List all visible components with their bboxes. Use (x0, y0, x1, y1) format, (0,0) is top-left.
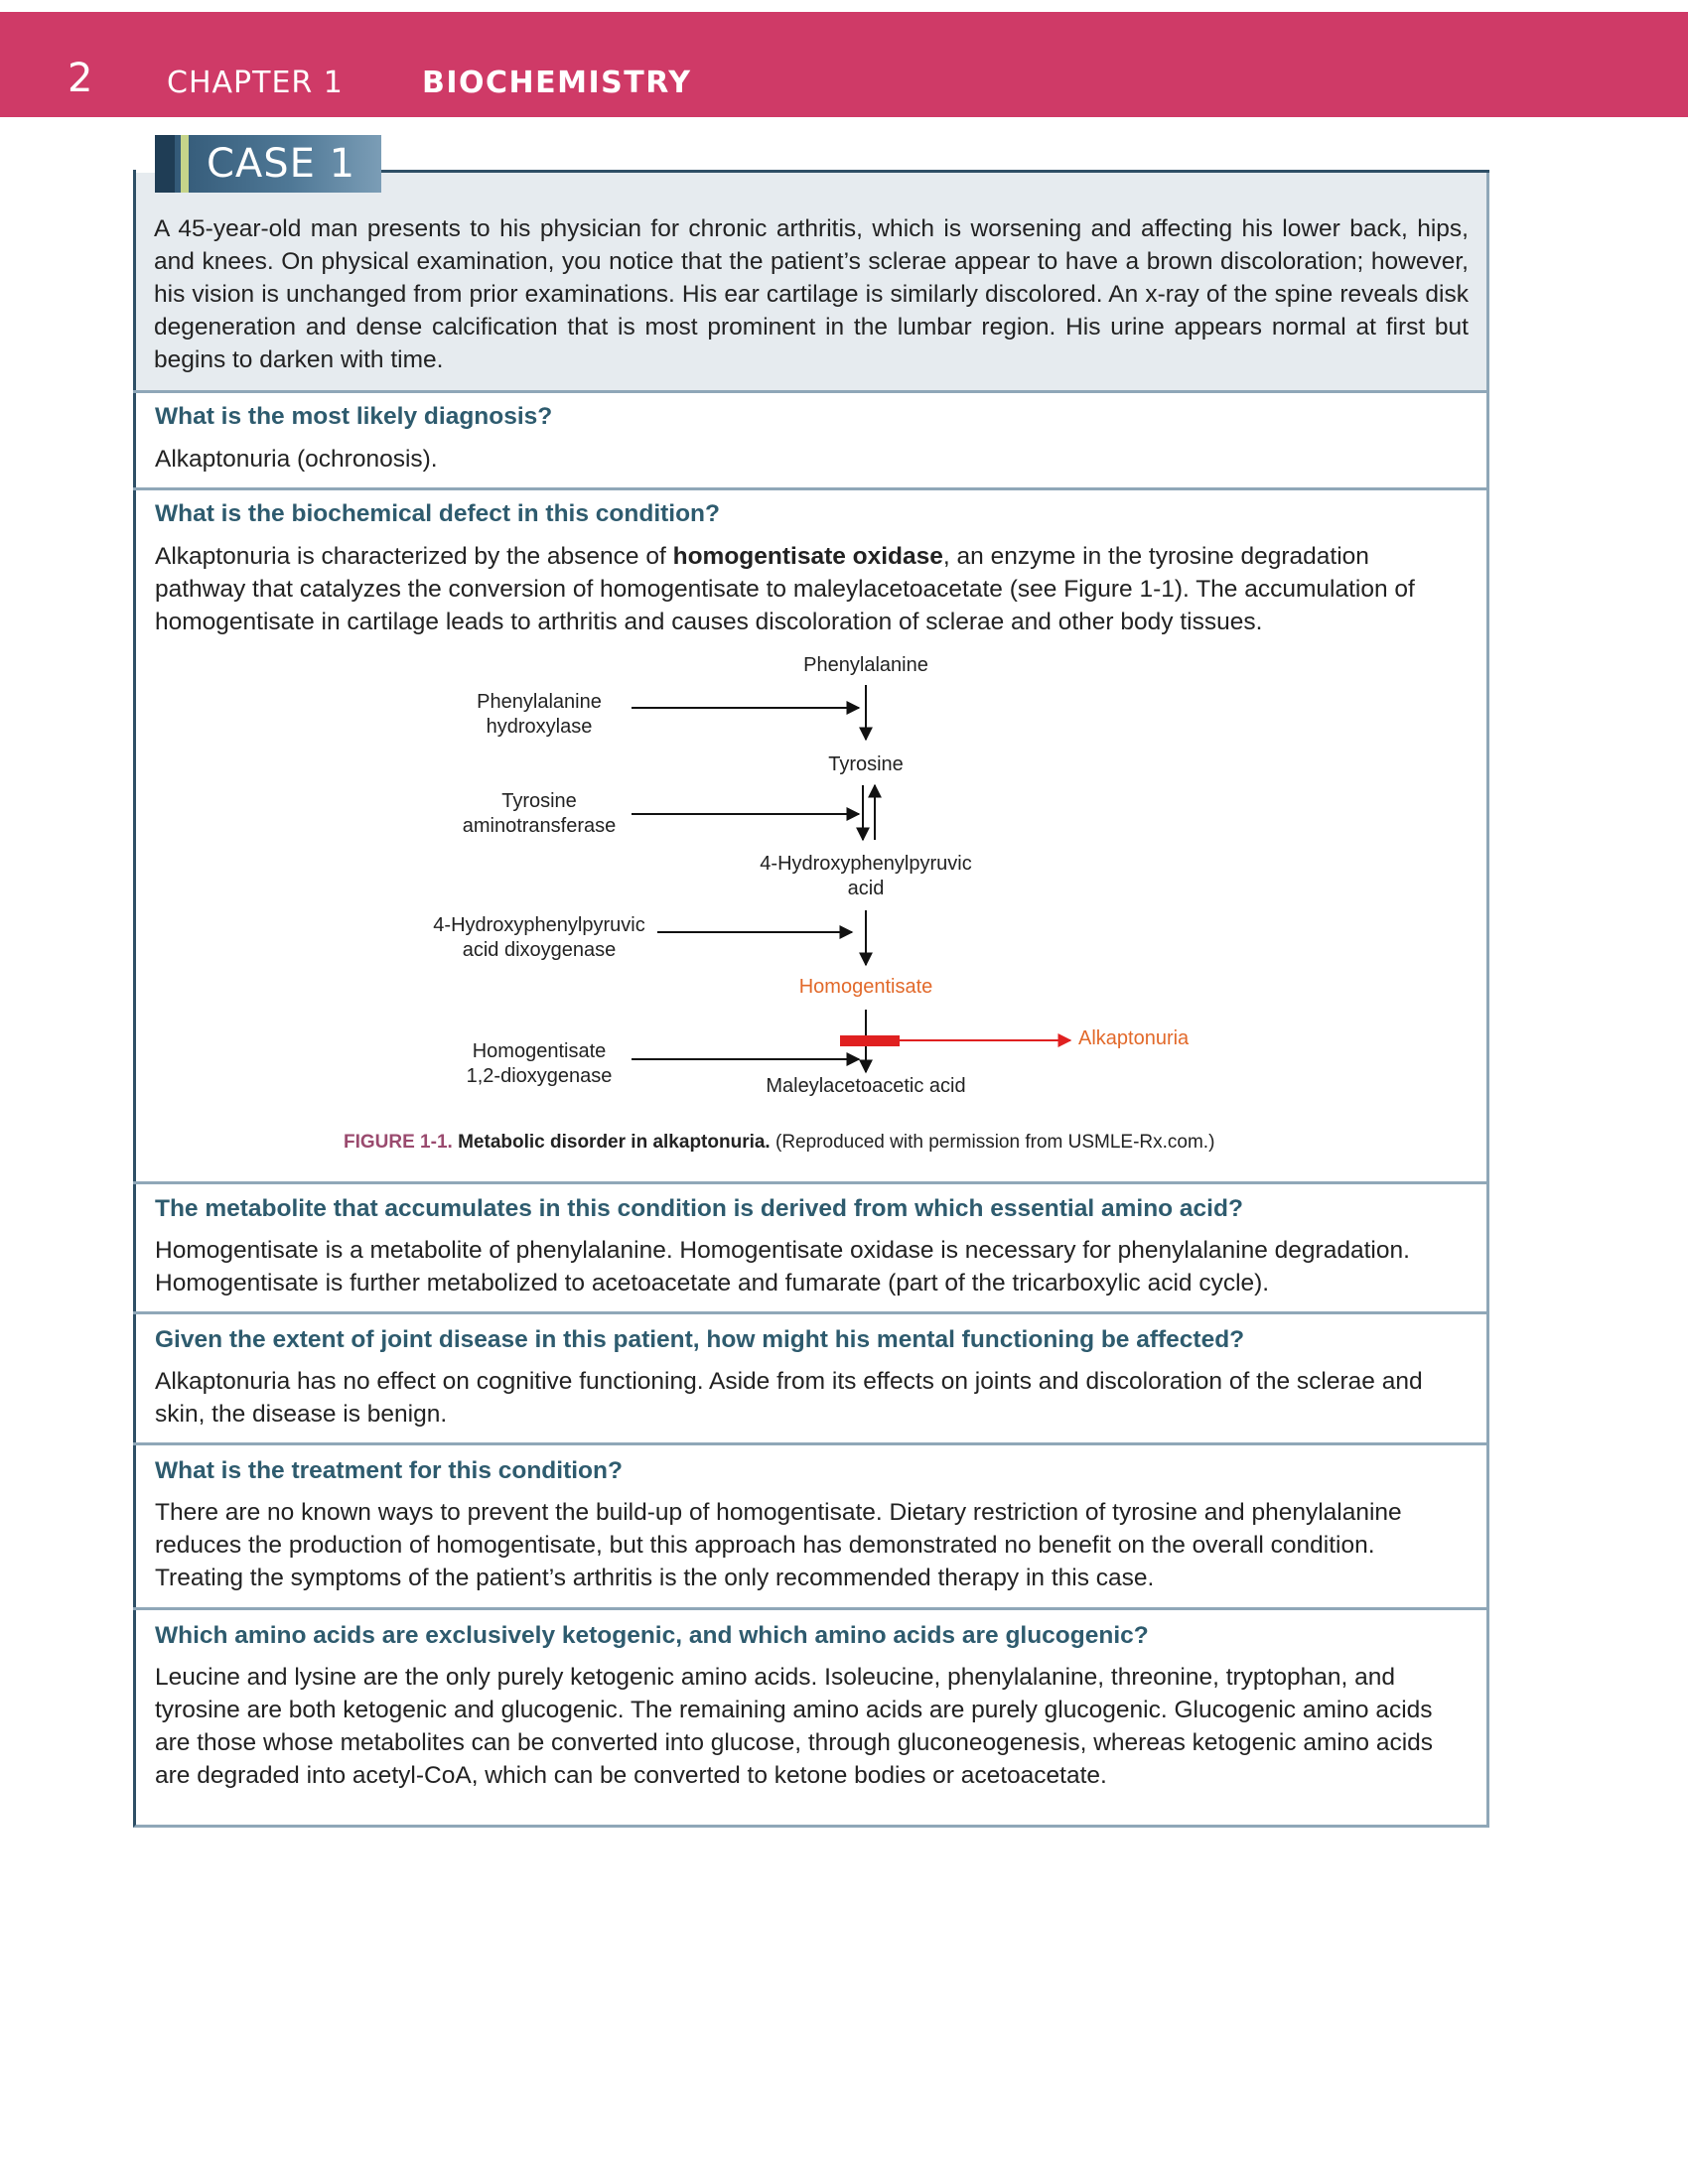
answer-enzyme-bold: homogentisate oxidase (672, 543, 943, 570)
question-treatment: What is the treatment for this condition? (155, 1457, 623, 1484)
answer-treatment: There are no known ways to prevent the build-up of homogentisate. Dietary restriction of tyrosine and phenylalanine reduces the production of homogentisate, but this approach has demonstrated no benefit on the overall condition. Treating the symptoms of the patient’s arthritis is the only recommended therapy in this case. (155, 1499, 1402, 1591)
case-top-rule (381, 170, 1489, 173)
metabolite-maleylacetoacetic-acid: Maleylacetoacetic acid (766, 1075, 966, 1097)
enzyme-phenylalanine-hydroxylase-line1: Phenylalanine (477, 691, 602, 713)
case-tab (155, 135, 381, 193)
enzyme-homogentisate-dioxygenase-line2: 1,2-dioxygenase (466, 1065, 613, 1087)
case-title: CASE 1 (207, 141, 356, 187)
answer-mental-functioning: Alkaptonuria has no effect on cognitive functioning. Aside from its effects on joints and discoloration of the sclerae and skin, the disease is benign. (155, 1368, 1423, 1428)
question-diagnosis: What is the most likely diagnosis? (155, 403, 553, 430)
metabolite-phenylalanine: Phenylalanine (803, 654, 928, 676)
enzyme-hpp-dioxygenase-line1: 4-Hydroxyphenylpyruvic (433, 914, 645, 936)
question-ketogenic-glucogenic: Which amino acids are exclusively ketogenic, and which amino acids are glucogenic? (155, 1622, 1149, 1649)
metabolite-hpp-line1: 4-Hydroxyphenylpyruvic (760, 853, 972, 875)
answer-diagnosis: Alkaptonuria (ochronosis). (155, 446, 438, 473)
enzyme-block-bar (840, 1035, 900, 1046)
metabolite-homogentisate: Homogentisate (798, 976, 933, 998)
disorder-alkaptonuria: Alkaptonuria (1078, 1027, 1190, 1049)
answer-biochemical-defect (155, 540, 1466, 638)
question-essential-amino-acid: The metabolite that accumulates in this condition is derived from which essential amino acid? (155, 1195, 1243, 1222)
enzyme-homogentisate-dioxygenase-line1: Homogentisate (472, 1040, 607, 1062)
answer-essential-amino-acid: Homogentisate is a metabolite of phenylalanine. Homogentisate oxidase is necessary for phenylalanine degradation. Homogentisate is further metabolized to acetoacetate and fumarate (part of the tricarboxylic acid cycle). (155, 1237, 1410, 1297)
case-tab-stripe (155, 135, 175, 193)
chapter-label: CHAPTER 1 (167, 66, 344, 100)
answer-text: , an enzyme in the tyrosine degradation pathway that catalyzes the conversion of homogentisate to maleylacetoacetate (see Figure 1-1). The accumulation of homogentisate in cartilage leads to arthritis and causes discoloration of sclerae and other body tissues. (155, 543, 1415, 635)
question-mental-functioning: Given the extent of joint disease in this patient, how might his mental functioning be affected? (155, 1326, 1245, 1353)
section-divider (133, 1442, 1489, 1445)
figure-id: FIGURE 1-1. (344, 1132, 453, 1153)
enzyme-phenylalanine-hydroxylase-line2: hydroxylase (486, 716, 593, 738)
question-biochemical-defect: What is the biochemical defect in this condition? (155, 500, 720, 527)
case-intro-panel (136, 173, 1486, 390)
figure-caption (344, 1132, 1214, 1154)
case-tab-accent (181, 135, 189, 193)
page-header-bar (0, 12, 1688, 117)
section-divider (133, 487, 1489, 490)
enzyme-tyrosine-aminotransferase-line2: aminotransferase (462, 815, 617, 837)
answer-text: Alkaptonuria is characterized by the absence of (155, 543, 673, 570)
page-number: 2 (68, 56, 93, 101)
enzyme-hpp-dioxygenase-line2: acid dixoygenase (462, 939, 617, 961)
pathway-diagram (397, 650, 1192, 1117)
subject-label: BIOCHEMISTRY (422, 66, 692, 100)
answer-ketogenic-glucogenic: Leucine and lysine are the only purely ketogenic amino acids. Isoleucine, phenylalanine, threonine, tryptophan, and tyrosine are both ketogenic and glucogenic. The remaining amino acids are purely glucogenic. Glucogenic amino acids are those whose metabolites can be converted into glucose, through gluconeogenesis, whereas ketogenic amino acids are degraded into acetyl-CoA, which can be converted to ketone bodies or acetoacetate. (155, 1664, 1434, 1789)
section-divider (133, 1181, 1489, 1184)
enzyme-tyrosine-aminotransferase-line1: Tyrosine (501, 790, 577, 812)
figure-credit: (Reproduced with permission from USMLE-Rx.com.) (775, 1132, 1215, 1153)
section-divider (133, 1311, 1489, 1314)
metabolite-tyrosine: Tyrosine (828, 753, 904, 775)
section-divider (133, 1607, 1489, 1610)
case-intro-text: A 45-year-old man presents to his physician for chronic arthritis, which is worsening and affecting his lower back, hips, and knees. On physical examination, you notice that the patient’s sclerae appear to have a brown discoloration; however, his vision is unchanged from prior examinations. His ear cartilage is similarly discolored. An x-ray of the spine reveals disk degeneration and dense calcification that is most prominent in the lumbar region. His urine appears normal at first but begins to darken with time. (154, 215, 1469, 373)
figure-title: Metabolic disorder in alkaptonuria. (458, 1132, 771, 1153)
metabolite-hpp-line2: acid (847, 878, 885, 899)
section-divider (133, 390, 1489, 393)
